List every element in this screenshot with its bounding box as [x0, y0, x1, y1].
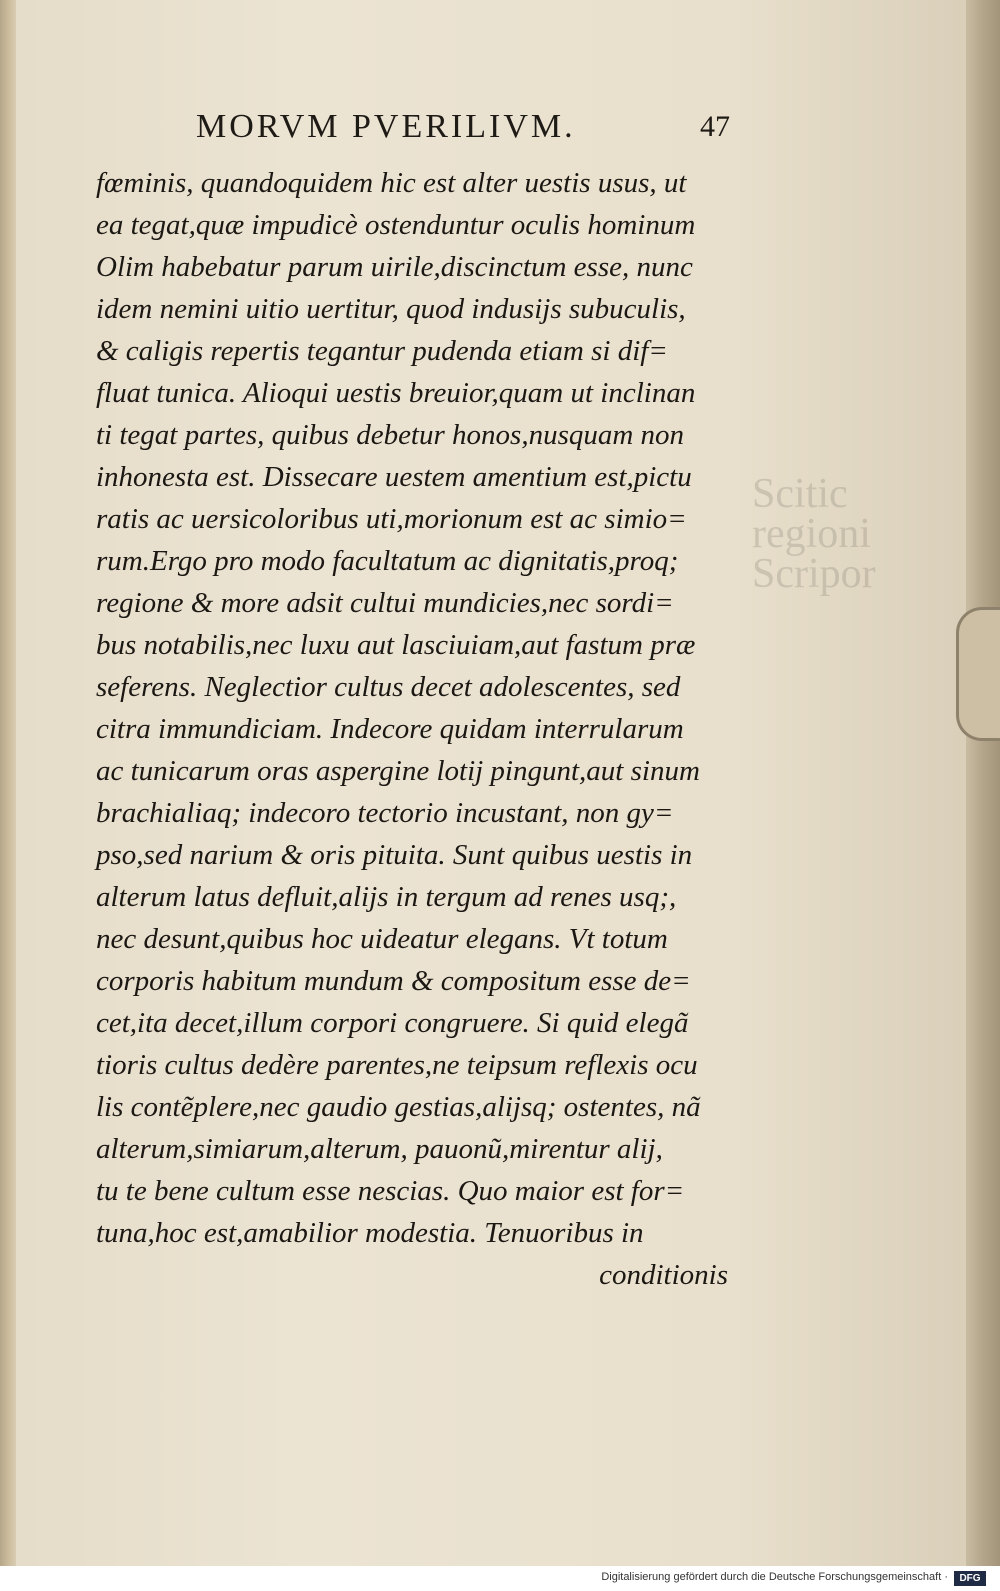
- text-line: ti tegat partes, quibus debetur honos,nusquam non: [96, 419, 685, 451]
- book-clasp: [956, 607, 1000, 741]
- text-line: Olim habebatur parum uirile,discinctum esse, nunc: [96, 251, 693, 283]
- body-text: [96, 162, 736, 1296]
- bleed-through-line: Scitic: [752, 471, 848, 517]
- page-stack-edge: [966, 0, 1000, 1566]
- running-head: MORVM PVERILIVM.: [196, 108, 576, 145]
- page-header: [196, 108, 756, 158]
- bleed-through-line: Scripor: [752, 551, 876, 597]
- text-line: alterum latus defluit,alijs in tergum ad renes usq;,: [96, 881, 677, 913]
- text-line: fluat tunica. Alioqui uestis breuior,quam ut inclinan: [96, 377, 696, 409]
- text-line: rum.Ergo pro modo facultatum ac dignitatis,proq;: [96, 545, 679, 577]
- text-line: cet,ita decet,illum corpori congruere. Si quid elegã: [96, 1007, 689, 1039]
- text-line: ac tunicarum oras aspergine lotij pingunt,aut sinum: [96, 755, 700, 787]
- digitization-footer: [0, 1566, 1000, 1591]
- text-line: tu te bene cultum esse nescias. Quo maior est for=: [96, 1175, 685, 1207]
- text-line: ea tegat,quæ impudicè ostenduntur oculis hominum: [96, 209, 696, 241]
- text-line: pso,sed narium & oris pituita. Sunt quibus uestis in: [96, 839, 693, 871]
- left-binding-edge: [0, 0, 16, 1566]
- bleed-through-text: [752, 471, 876, 604]
- text-line: alterum,simiarum,alterum, pauonũ,mirentur alij,: [96, 1133, 663, 1165]
- bleed-through-line: regioni: [752, 511, 871, 557]
- text-line: tuna,hoc est,amabilior modestia. Tenuoribus in: [96, 1217, 644, 1249]
- text-line: & caligis repertis tegantur pudenda etiam si dif=: [96, 335, 668, 367]
- text-line: ratis ac uersicoloribus uti,morionum est ac simio=: [96, 503, 687, 535]
- text-line: lis contẽplere,nec gaudio gestias,alijsq; ostentes, nã: [96, 1091, 701, 1123]
- text-line: inhonesta est. Dissecare uestem amentium est,pictu: [96, 461, 692, 493]
- text-line: seferens. Neglectior cultus decet adolescentes, sed: [96, 671, 681, 703]
- text-line: corporis habitum mundum & compositum esse de=: [96, 965, 691, 997]
- text-line: fœminis, quandoquidem hic est alter uestis usus, ut: [96, 167, 687, 199]
- text-line: regione & more adsit cultui mundicies,nec sordi=: [96, 587, 674, 619]
- text-line: brachialiaq; indecoro tectorio incustant, non gy=: [96, 797, 674, 829]
- page-number: 47: [700, 110, 730, 143]
- catchword: conditionis: [599, 1259, 728, 1291]
- text-line: citra immundiciam. Indecore quidam interrularum: [96, 713, 684, 745]
- text-line: tioris cultus dedère parentes,ne teipsum reflexis ocu: [96, 1049, 698, 1081]
- dfg-logo: DFG: [954, 1571, 986, 1586]
- funding-credit: Digitalisierung gefördert durch die Deutsche Forschungsgemeinschaft ·: [601, 1571, 948, 1583]
- text-line: idem nemini uitio uertitur, quod indusijs subuculis,: [96, 293, 686, 325]
- text-line: nec desunt,quibus hoc uideatur elegans. Vt totum: [96, 923, 668, 955]
- text-line: bus notabilis,nec luxu aut lasciuiam,aut fastum præ: [96, 629, 696, 661]
